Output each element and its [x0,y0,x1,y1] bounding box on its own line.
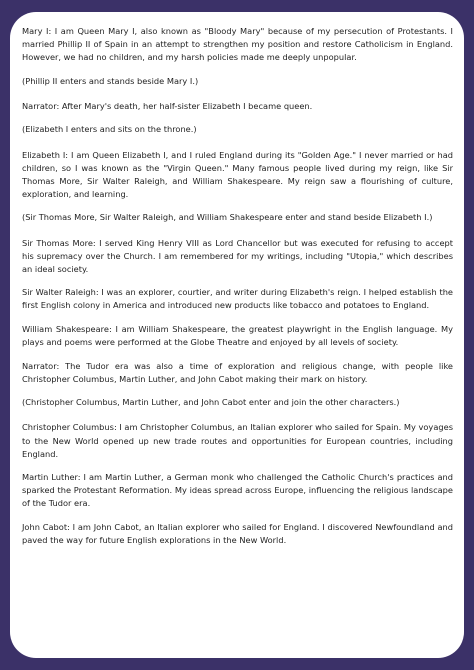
speech-narrator-mary-death: Narrator: After Mary's death, her half-sister Elizabeth I became queen. [22,100,313,111]
stage-direction-courtiers-enter: (Sir Thomas More, Sir Walter Raleigh, and William Shakespeare enter and stand beside Elizabeth I.) [22,212,433,223]
stage-direction-explorers-enter: (Christopher Columbus, Martin Luther, and John Cabot enter and join the other characters.) [22,397,400,408]
speech-mary-i: Mary I: I am Queen Mary I, also known as "Bloody Mary" because of my persecution of Protestants. I married Phillip II of Spain in an attempt to strengthen my position and restore Catholicism in England. However, we had no children, and my harsh policies made me deeply unpopular. [22,26,453,63]
stage-direction-elizabeth-enters: (Elizabeth I enters and sits on the throne.) [22,124,197,135]
speech-william-shakespeare: William Shakespeare: I am William Shakespeare, the greatest playwright in the English language. My plays and poems were performed at the Globe Theatre and enjoyed by all levels of society. [22,324,453,348]
speech-narrator-tudor-era: Narrator: The Tudor era was also a time of exploration and religious change, with people like Christopher Columbus, Martin Luther, and John Cabot making their mark on history. [22,360,453,384]
speech-elizabeth-i: Elizabeth I: I am Queen Elizabeth I, and I ruled England during its "Golden Age." I never married or had children, so I was known as the "Virgin Queen." Many famous people lived during my reign, like Sir Thomas More, Sir Walter Raleigh, and William Shakespeare. My reign saw a flourishing of culture, exploration, and learning. [22,149,453,199]
speech-martin-luther: Martin Luther: I am Martin Luther, a German monk who challenged the Catholic Church's practices and sparked the Protestant Reformation. My ideas spread across Europe, influencing the religious landscape of the Tudor era. [22,472,453,509]
stage-direction-phillip-enters: (Phillip II enters and stands beside Mary I.) [22,75,199,86]
speech-walter-raleigh: Sir Walter Raleigh: I was an explorer, courtier, and writer during Elizabeth's reign. I helped establish the first English colony in America and introduced new products like tobacco and potatoes to England. [22,287,453,311]
speech-thomas-more: Sir Thomas More: I served King Henry VIII as Lord Chancellor but was executed for refusing to accept his supremacy over the Church. I am remembered for my writings, including "Utopia," which describes an ideal society. [22,237,453,274]
speech-christopher-columbus: Christopher Columbus: I am Christopher Columbus, an Italian explorer who sailed for Spain. My voyages to the New World opened up new trade routes and opportunities for European countries, including England. [22,422,453,459]
script-page [10,12,464,658]
speech-john-cabot: John Cabot: I am John Cabot, an Italian explorer who sailed for England. I discovered Newfoundland and paved the way for future English explorations in the New World. [22,522,453,546]
